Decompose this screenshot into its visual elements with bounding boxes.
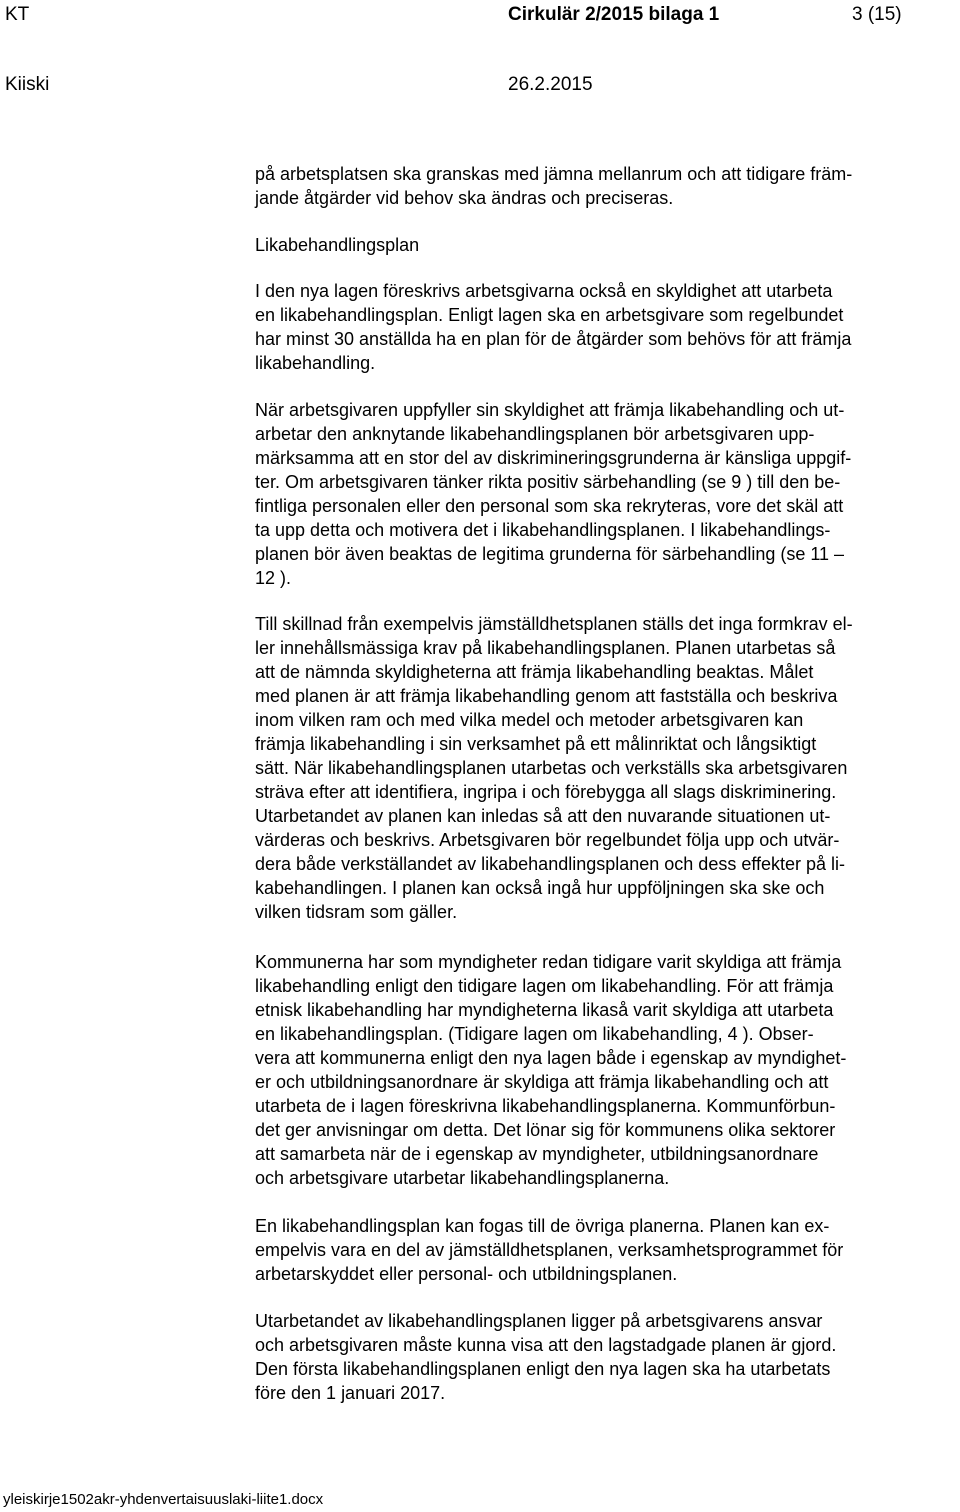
body-line: Utarbetandet av planen kan inledas så att den nuvarande situationen ut- [255, 806, 831, 826]
body-line: etnisk likabehandling har myndigheterna likaså varit skyldiga att utarbeta [255, 1000, 834, 1020]
body-line: och arbetsgivare utarbetar likabehandlingsplanerna. [255, 1168, 670, 1188]
body-line: likabehandling enligt den tidigare lagen om likabehandling. För att främja [255, 976, 834, 996]
body-line: ler innehållsmässiga krav på likabehandlingsplanen. Planen utarbetas så [255, 638, 836, 658]
header-author: Kiiski [5, 74, 50, 95]
body-line: ta upp detta och motivera det i likabehandlingsplanen. I likabehandlings- [255, 520, 831, 540]
body-line: empelvis vara en del av jämställdhetsplanen, verksamhetsprogrammet för [255, 1240, 844, 1260]
body-line: vera att kommunerna enligt den nya lagen både i egenskap av myndighet- [255, 1048, 847, 1068]
body-line: att samarbeta när de i egenskap av myndigheter, utbildningsanordnare [255, 1144, 819, 1164]
body-line: en likabehandlingsplan. Enligt lagen ska en arbetsgivare som regelbundet [255, 305, 844, 325]
body-line: jande åtgärder vid behov ska ändras och preciseras. [255, 188, 674, 208]
body-line: 12 ). [255, 568, 292, 588]
body-line: Den första likabehandlingsplanen enligt den nya lagen ska ha utarbetats [255, 1359, 831, 1379]
body-line: er och utbildningsanordnare är skyldiga att främja likabehandling och att [255, 1072, 829, 1092]
document-title: Cirkulär 2/2015 bilaga 1 [508, 4, 720, 25]
body-line: När arbetsgivaren uppfyller sin skyldighet att främja likabehandling och ut- [255, 400, 845, 420]
body-line: arbetar den anknytande likabehandlingsplanen bör arbetsgivaren upp- [255, 424, 815, 444]
body-line: sträva efter att identifiera, ingripa i och förebygga all slags diskriminering. [255, 782, 837, 802]
header-date: 26.2.2015 [508, 74, 593, 95]
body-line: främja likabehandling i sin verksamhet på ett målinriktat och långsiktigt [255, 734, 817, 754]
body-line: ter. Om arbetsgivaren tänker rikta positiv särbehandling (se 9 ) till den be- [255, 472, 841, 492]
body-line: kabehandlingen. I planen kan också ingå hur uppföljningen ska ske och [255, 878, 825, 898]
body-line: och arbetsgivaren måste kunna visa att den lagstadgade planen är gjord. [255, 1335, 837, 1355]
body-line: före den 1 januari 2017. [255, 1383, 446, 1403]
body-line: med planen är att främja likabehandling genom att fastställa och beskriva [255, 686, 838, 706]
page-number: 3 (15) [852, 4, 902, 25]
body-line: arbetarskyddet eller personal- och utbildningsplanen. [255, 1264, 678, 1284]
body-line: inom vilken ram och med vilka medel och metoder arbetsgivaren kan [255, 710, 804, 730]
body-line: utarbeta de i lagen föreskrivna likabehandlingsplanerna. Kommunförbun- [255, 1096, 836, 1116]
body-line: likabehandling. [255, 353, 376, 373]
section-heading: Likabehandlingsplan [255, 235, 420, 255]
body-line: värderas och beskrivs. Arbetsgivaren bör regelbundet följa upp och utvär- [255, 830, 840, 850]
body-line: på arbetsplatsen ska granskas med jämna mellanrum och att tidigare främ- [255, 164, 853, 184]
body-line: det ger anvisningar om detta. Det lönar sig för kommunens olika sektorer [255, 1120, 836, 1140]
body-line: fintliga personalen eller den personal som ska rekryteras, vore det skäl att [255, 496, 844, 516]
body-line: I den nya lagen föreskrivs arbetsgivarna också en skyldighet att utarbeta [255, 281, 833, 301]
body-line: Till skillnad från exempelvis jämställdhetsplanen ställs det inga formkrav el- [255, 614, 853, 634]
footer-filename: yleiskirje1502akr-yhdenvertaisuuslaki-liite1.docx [3, 1491, 324, 1508]
body-line: En likabehandlingsplan kan fogas till de övriga planerna. Planen kan ex- [255, 1216, 830, 1236]
body-line: Utarbetandet av likabehandlingsplanen ligger på arbetsgivarens ansvar [255, 1311, 823, 1331]
body-line: har minst 30 anställda ha en plan för de åtgärder som behövs för att främja [255, 329, 852, 349]
body-line: Kommunerna har som myndigheter redan tidigare varit skyldiga att främja [255, 952, 842, 972]
header-org: KT [5, 4, 30, 25]
body-line: sätt. När likabehandlingsplanen utarbetas och verkställs ska arbetsgivaren [255, 758, 848, 778]
body-line: dera både verkställandet av likabehandlingsplanen och dess effekter på li- [255, 854, 846, 874]
body-line: att de nämnda skyldigheterna att främja likabehandling beaktas. Målet [255, 662, 814, 682]
body-line: en likabehandlingsplan. (Tidigare lagen om likabehandling, 4 ). Obser- [255, 1024, 814, 1044]
body-line: vilken tidsram som gäller. [255, 902, 458, 922]
body-line: planen bör även beaktas de legitima grunderna för särbehandling (se 11 – [255, 544, 845, 564]
body-line: märksamma att en stor del av diskrimineringsgrunderna är känsliga uppgif- [255, 448, 852, 468]
